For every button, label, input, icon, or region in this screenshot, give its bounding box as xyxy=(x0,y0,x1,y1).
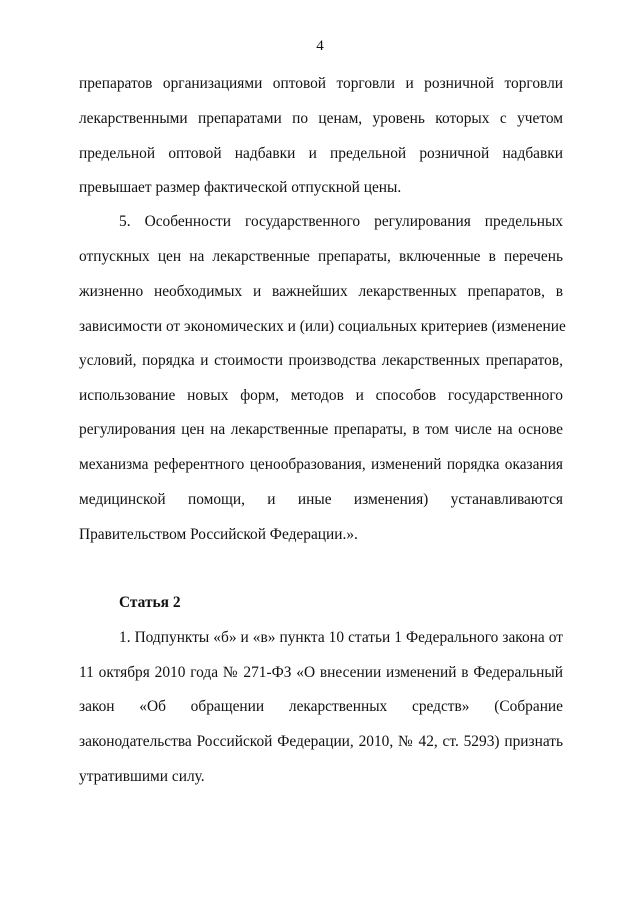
paragraph-line: предельной оптовой надбавки и предельной розничной надбавки xyxy=(79,145,563,162)
paragraph-line: закон «Об обращении лекарственных средств» (Собрание xyxy=(79,698,563,715)
paragraph-line: препаратов организациями оптовой торговли и розничной торговли xyxy=(79,75,563,92)
paragraph-line: Правительством Российской Федерации.». xyxy=(79,526,358,543)
paragraph-line: условий, порядка и стоимости производства лекарственных препаратов, xyxy=(79,352,563,369)
page-number: 4 xyxy=(316,38,324,54)
paragraph-line: превышает размер фактической отпускной цены. xyxy=(79,179,402,196)
paragraph-line: отпускных цен на лекарственные препараты, включенные в перечень xyxy=(79,248,563,265)
paragraph-line: лекарственными препаратами по ценам, уровень которых с учетом xyxy=(79,110,563,127)
paragraph-line: зависимости от экономических и (или) социальных критериев (изменение xyxy=(79,318,566,335)
paragraph-line: 5. Особенности государственного регулирования предельных xyxy=(119,213,563,230)
paragraph-line: 1. Подпункты «б» и «в» пункта 10 статьи 1 Федерального закона от xyxy=(119,629,563,646)
paragraph-line: использование новых форм, методов и способов государственного xyxy=(79,387,563,404)
paragraph-line: регулирования цен на лекарственные препараты, в том числе на основе xyxy=(79,421,563,438)
paragraph-line: медицинской помощи, и иные изменения) устанавливаются xyxy=(79,491,563,508)
paragraph-line: утратившими силу. xyxy=(79,768,205,785)
paragraph-line: жизненно необходимых и важнейших лекарственных препаратов, в xyxy=(79,283,563,300)
article-heading: Статья 2 xyxy=(119,594,181,611)
paragraph-line: законодательства Российской Федерации, 2010, № 42, ст. 5293) признать xyxy=(79,733,563,750)
paragraph-line: 11 октября 2010 года № 271-ФЗ «О внесении изменений в Федеральный xyxy=(79,664,563,681)
paragraph-line: механизма референтного ценообразования, изменений порядка оказания xyxy=(79,456,563,473)
